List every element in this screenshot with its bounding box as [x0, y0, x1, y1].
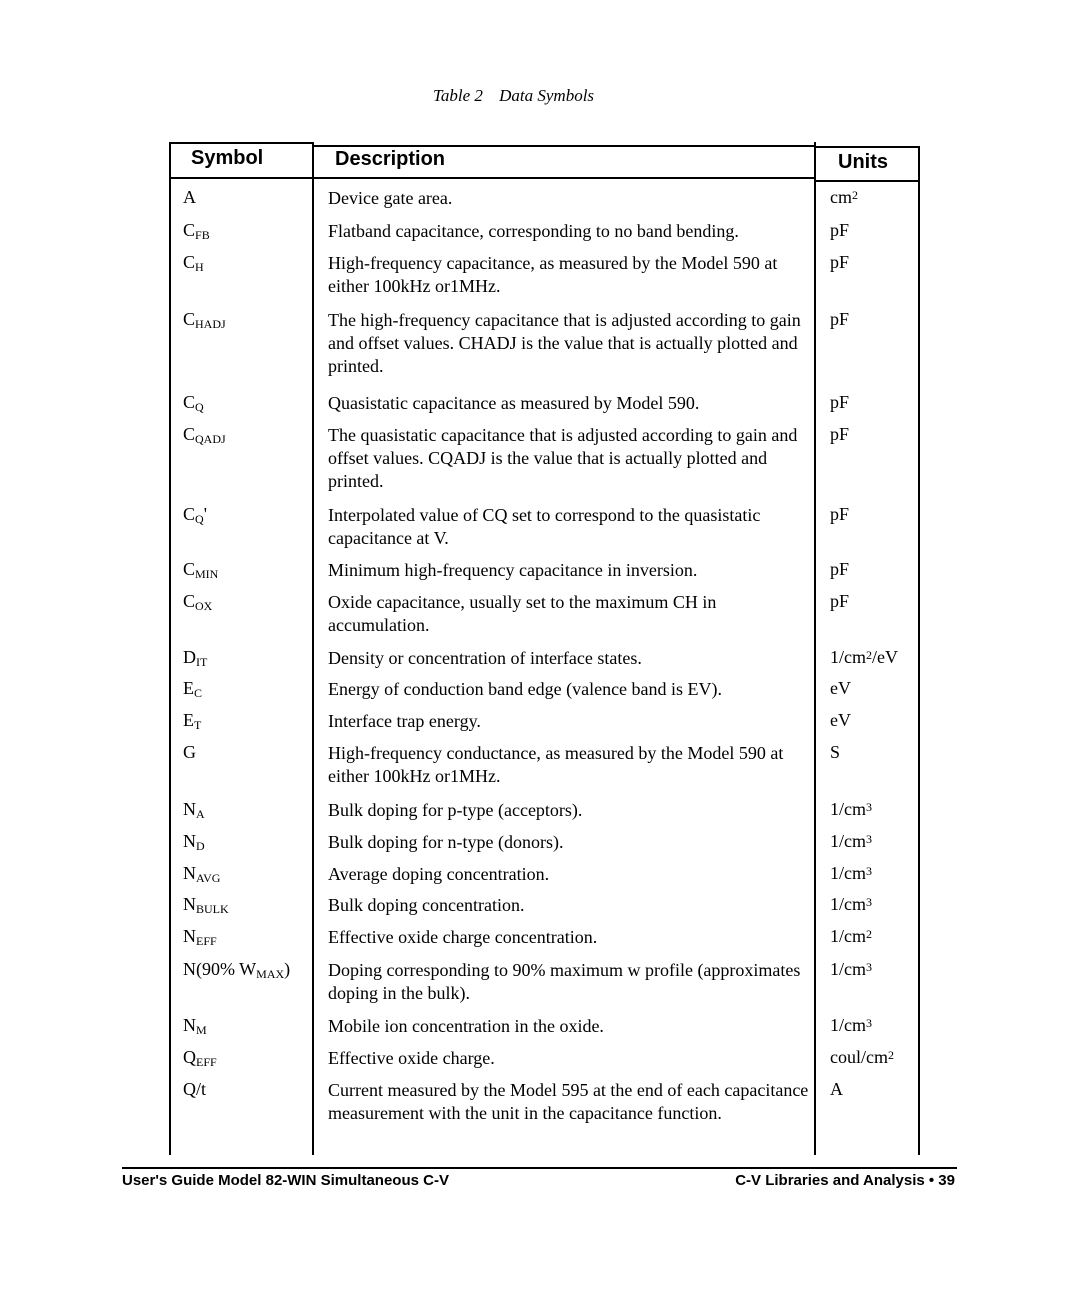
symbol-cell	[183, 424, 226, 445]
units-cell	[830, 504, 849, 525]
symbol-cell	[183, 863, 220, 884]
unit-exponent: 2	[887, 1048, 894, 1062]
symbol-cell	[183, 894, 229, 915]
units-cell	[830, 424, 849, 445]
unit-base: 1/cm	[830, 959, 866, 979]
description-cell: Effective oxide charge.	[328, 1048, 495, 1068]
symbol-base: C	[183, 220, 196, 240]
unit-exponent: 2	[866, 648, 872, 662]
units-cell	[830, 1015, 872, 1036]
header-border-bottom	[814, 180, 920, 182]
symbol-subscript: OX	[195, 599, 213, 613]
units-cell	[830, 392, 849, 413]
description-cell: High-frequency capacitance, as measured by the Model 590 at either 100kHz or1MHz.	[328, 253, 778, 296]
unit-base: 1/cm	[830, 863, 866, 883]
symbol-subscript: AVG	[196, 871, 221, 885]
symbol-subscript: D	[196, 839, 205, 853]
units-cell	[830, 742, 840, 763]
footer-rule	[122, 1167, 957, 1169]
symbol-base: C	[183, 252, 196, 272]
symbol-base: G	[183, 742, 196, 762]
symbol-base: E	[183, 678, 194, 698]
symbol-subscript: MIN	[195, 567, 219, 581]
symbol-base: C	[183, 309, 196, 329]
symbol-base: N	[183, 894, 196, 914]
symbol-subscript: A	[196, 807, 205, 821]
table-number: Table 2	[432, 86, 483, 105]
description-cell: High-frequency conductance, as measured by the Model 590 at either 100kHz or1MHz.	[328, 743, 784, 786]
symbol-cell	[183, 678, 202, 699]
description-cell: Effective oxide charge concentration.	[328, 927, 598, 947]
data-symbols-table	[169, 142, 920, 1155]
symbol-subscript: Q	[195, 400, 204, 414]
units-cell	[830, 252, 849, 273]
symbol-suffix: )	[284, 959, 291, 979]
symbol-cell	[183, 591, 212, 612]
symbol-cell	[183, 309, 226, 330]
symbol-subscript: T	[194, 718, 202, 732]
symbol-subscript: FB	[195, 228, 210, 242]
unit-exponent: 3	[866, 895, 872, 909]
description-cell: Bulk doping for p-type (acceptors).	[328, 800, 583, 820]
symbol-base: C	[183, 559, 196, 579]
symbol-cell	[183, 831, 205, 852]
footer-guide-title: User's Guide Model 82-WIN Simultaneous C-V	[122, 1172, 449, 1189]
symbol-subscript: EFF	[196, 934, 217, 948]
unit-base: pF	[830, 309, 850, 329]
symbol-base: A	[183, 187, 196, 207]
symbol-subscript: HADJ	[195, 317, 226, 331]
units-cell	[830, 710, 851, 731]
unit-base: 1/cm	[830, 647, 866, 667]
description-cell: Mobile ion concentration in the oxide.	[328, 1016, 604, 1036]
description-cell: Interface trap energy.	[328, 711, 481, 731]
unit-base: 1/cm	[830, 894, 866, 914]
unit-exponent: 3	[866, 800, 872, 814]
units-cell	[830, 831, 872, 852]
units-cell	[830, 309, 849, 330]
symbol-cell	[183, 742, 196, 763]
symbol-cell	[183, 252, 204, 273]
units-cell	[830, 799, 872, 820]
units-cell	[830, 559, 849, 580]
description-cell: Flatband capacitance, corresponding to no band bending.	[328, 221, 739, 241]
table-title: Data Symbols	[499, 86, 595, 105]
symbol-base: C	[183, 591, 196, 611]
unit-base: 1/cm	[830, 926, 866, 946]
unit-exponent: 2	[866, 927, 872, 941]
table-border-right	[918, 146, 920, 1155]
unit-base: cm	[830, 187, 852, 207]
units-cell	[830, 926, 872, 947]
unit-exponent: 3	[866, 1016, 872, 1030]
symbol-base: N	[183, 863, 196, 883]
unit-base: pF	[830, 252, 850, 272]
symbol-subscript: MAX	[256, 967, 285, 981]
unit-base: 1/cm	[830, 1015, 866, 1035]
symbol-subscript: H	[195, 260, 204, 274]
description-cell: Bulk doping concentration.	[328, 895, 525, 915]
symbol-base: C	[183, 424, 196, 444]
header-description: Description	[335, 148, 446, 170]
header-border-top	[312, 145, 814, 147]
symbol-subscript: BULK	[196, 902, 229, 916]
symbol-cell	[183, 959, 290, 980]
unit-base: S	[830, 742, 841, 762]
header-border-top	[814, 146, 920, 148]
unit-base: eV	[830, 710, 851, 730]
symbol-subscript: EFF	[196, 1055, 217, 1069]
units-cell	[830, 591, 849, 612]
description-cell: Oxide capacitance, usually set to the maximum CH in accumulation.	[328, 592, 717, 635]
symbol-base: N(90% W	[183, 959, 257, 979]
units-cell	[830, 894, 872, 915]
unit-base: pF	[830, 424, 850, 444]
header-symbol: Symbol	[191, 147, 264, 169]
symbol-base: N	[183, 799, 196, 819]
description-cell: Minimum high-frequency capacitance in inversion.	[328, 560, 698, 580]
column-divider-1	[312, 142, 314, 1155]
symbol-suffix: '	[203, 504, 207, 524]
symbol-subscript: IT	[196, 655, 208, 669]
description-cell: The quasistatic capacitance that is adjusted according to gain and offset values. CQADJ is the value that is actually plotted and printed.	[328, 425, 798, 491]
table-caption	[0, 86, 1027, 106]
symbol-cell	[183, 1047, 217, 1068]
symbol-cell	[183, 647, 207, 668]
unit-exponent: 3	[866, 960, 872, 974]
description-cell: Density or concentration of interface states.	[328, 648, 642, 668]
unit-exponent: 3	[866, 832, 872, 846]
symbol-base: N	[183, 831, 196, 851]
table-border-left	[169, 142, 171, 1155]
unit-base: 1/cm	[830, 799, 866, 819]
symbol-base: E	[183, 710, 194, 730]
symbol-cell	[183, 1015, 207, 1036]
description-cell: Bulk doping for n-type (donors).	[328, 832, 564, 852]
symbol-base: D	[183, 647, 196, 667]
description-cell: Interpolated value of CQ set to correspond to the quasistatic capacitance at V.	[328, 505, 761, 548]
unit-base: pF	[830, 504, 850, 524]
unit-base: pF	[830, 220, 850, 240]
symbol-cell	[183, 559, 218, 580]
symbol-cell	[183, 504, 207, 525]
description-cell: The high-frequency capacitance that is adjusted according to gain and offset values. CHADJ is the value that is actually plotted and printed.	[328, 310, 801, 376]
description-cell: Doping corresponding to 90% maximum w profile (approximates doping in the bulk).	[328, 960, 801, 1003]
header-border-top	[169, 142, 312, 144]
units-cell	[830, 678, 851, 699]
symbol-base: Q/t	[183, 1079, 207, 1099]
symbol-base: C	[183, 392, 196, 412]
symbol-base: C	[183, 504, 196, 524]
description-cell: Average doping concentration.	[328, 864, 550, 884]
symbol-cell	[183, 799, 205, 820]
unit-base: 1/cm	[830, 831, 866, 851]
header-border-bottom	[169, 177, 312, 179]
footer-section-page: C-V Libraries and Analysis • 39	[735, 1172, 955, 1189]
symbol-cell	[183, 220, 210, 241]
header-units: Units	[838, 151, 888, 173]
units-cell	[830, 220, 849, 241]
unit-base: coul/cm	[830, 1047, 888, 1067]
symbol-subscript: C	[194, 686, 203, 700]
symbol-cell	[183, 392, 204, 413]
units-cell	[830, 1047, 894, 1068]
symbol-base: N	[183, 926, 196, 946]
unit-base: pF	[830, 591, 850, 611]
symbol-subscript: M	[196, 1023, 207, 1037]
unit-suffix: /eV	[872, 647, 898, 667]
symbol-cell	[183, 710, 201, 731]
header-border-bottom	[312, 177, 814, 179]
symbol-subscript: Q	[195, 512, 204, 526]
units-cell	[830, 863, 872, 884]
symbol-cell	[183, 926, 217, 947]
symbol-base: N	[183, 1015, 196, 1035]
units-cell	[830, 959, 872, 980]
unit-exponent: 2	[852, 188, 858, 202]
units-cell	[830, 1079, 843, 1100]
symbol-base: Q	[183, 1047, 196, 1067]
symbol-subscript: QADJ	[195, 432, 226, 446]
units-cell	[830, 187, 858, 208]
description-cell: Quasistatic capacitance as measured by Model 590.	[328, 393, 700, 413]
symbol-cell	[183, 1079, 206, 1100]
unit-base: eV	[830, 678, 851, 698]
description-cell: Energy of conduction band edge (valence band is EV).	[328, 679, 723, 699]
description-cell: Device gate area.	[328, 188, 453, 208]
unit-base: pF	[830, 392, 850, 412]
description-cell: Current measured by the Model 595 at the end of each capacitance measurement with the unit in the capacitance function.	[328, 1080, 809, 1123]
unit-exponent: 3	[866, 864, 872, 878]
unit-base: pF	[830, 559, 850, 579]
unit-base: A	[830, 1079, 843, 1099]
units-cell	[830, 647, 898, 668]
symbol-cell	[183, 187, 196, 208]
